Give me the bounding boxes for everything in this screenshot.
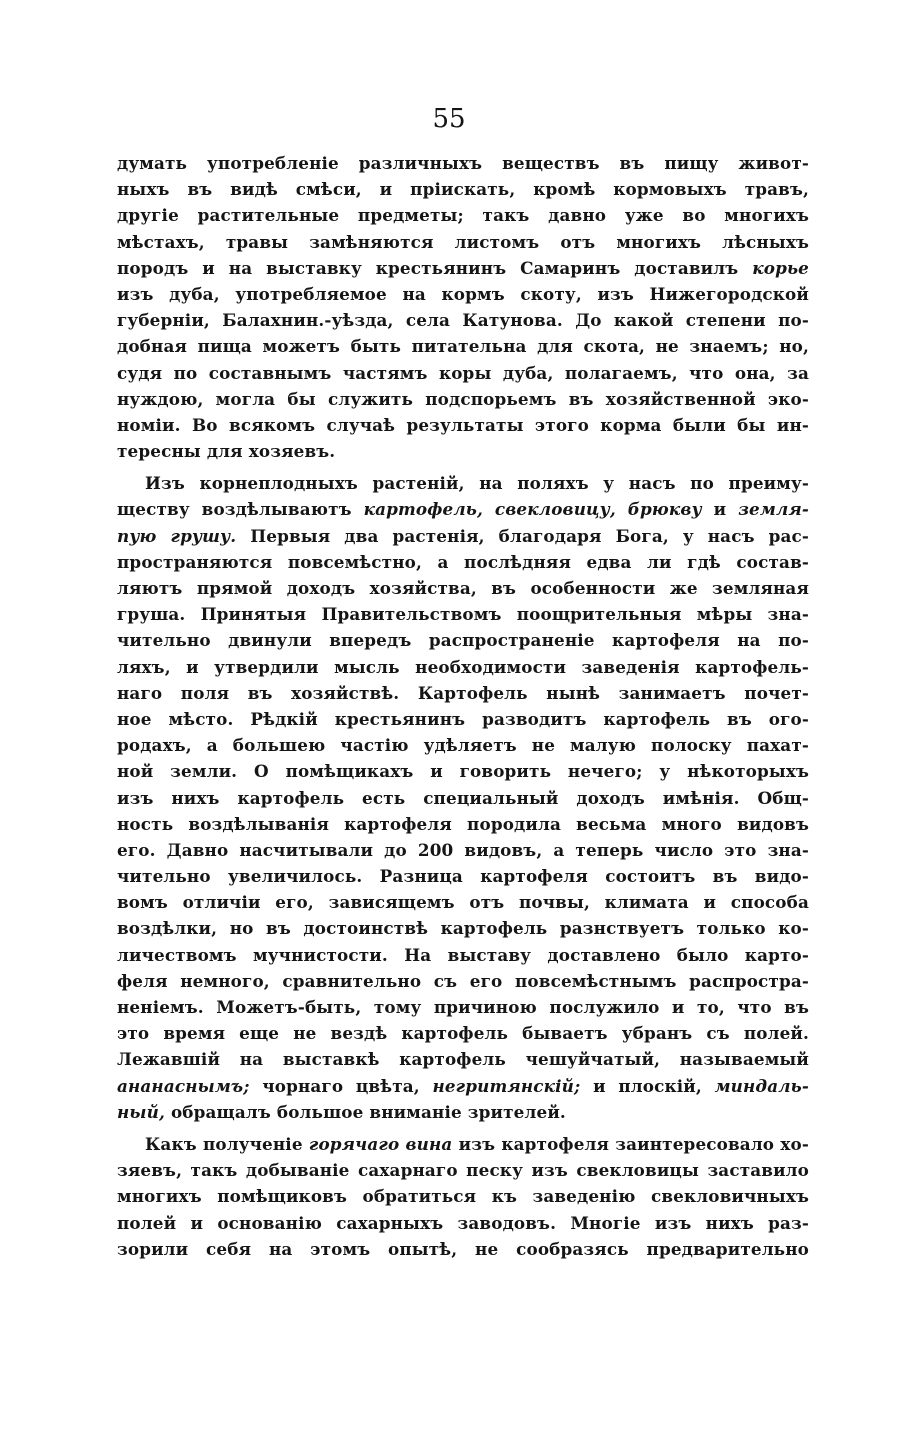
text-line: феля немного, сравнительно съ его повсемѣстнымъ распростра- — [117, 970, 809, 991]
text-line: породъ и на выставку крестьянинъ Самаринъ доставилъ корье — [117, 257, 809, 278]
text-line: личествомъ мучнистости. На выставу доставлено было карто- — [117, 944, 809, 965]
text-line: изъ нихъ картофель есть специальный доходъ имѣнія. Общ- — [117, 787, 809, 808]
text-line: ществу воздѣлываютъ картофель, свекловицу, брюкву и земля- — [117, 499, 810, 520]
text-line: ный, обращалъ большое вниманіе зрителей. — [117, 1101, 566, 1122]
text-line: ананаснымъ; чорнаго цвѣта, негритянскій; и плоскій, миндаль- — [117, 1075, 810, 1096]
text-line: пую грушу. Первыя два растенія, благодаря Бога, у насъ рас- — [117, 525, 809, 546]
text-line: чительно двинули впередъ распространеніе картофеля на по- — [117, 630, 809, 651]
text-line: губерніи, Балахнин.-уѣзда, села Катунова. До какой степени по- — [117, 310, 809, 331]
paragraph-3 — [117, 1131, 809, 1262]
text-line: ной земли. О помѣщикахъ и говорить нечего; у нѣкоторыхъ — [117, 761, 809, 782]
text-line: ляютъ прямой доходъ хозяйства, въ особенности же земляная — [117, 578, 809, 598]
text-line: судя по составнымъ частямъ коры дуба, полагаемъ, что она, за — [117, 362, 809, 383]
text-line: ность воздѣлыванія картофеля породила весьма много видовъ — [117, 813, 809, 834]
text-line: думать употребленіе различныхъ веществъ въ пищу живот- — [117, 153, 809, 173]
text-line: многихъ помѣщиковъ обратиться къ заведенію свекловичныхъ — [117, 1186, 809, 1207]
text-line: Какъ полученіе горячаго вина изъ картофеля заинтересовало хо- — [145, 1133, 809, 1154]
text-line: изъ дуба, употребляемое на кормъ скоту, изъ Нижегородской — [117, 283, 809, 304]
paragraph-2 — [117, 470, 809, 1125]
text-line: его. Давно насчитывали до 200 видовъ, а теперь число это зна- — [117, 839, 809, 860]
text-line: ныхъ въ видѣ смѣси, и пріискать, кромѣ кормовыхъ травъ, — [117, 179, 809, 200]
text-line: нуждою, могла бы служить подспорьемъ въ хозяйственной эко- — [117, 388, 809, 409]
text-line: зяевъ, такъ добываніе сахарнаго песку изъ свекловицы заставило — [117, 1160, 809, 1181]
text-line: другіе растительные предметы; такъ давно уже во многихъ — [117, 205, 809, 226]
body-text — [117, 150, 809, 1262]
text-line: ное мѣсто. Рѣдкій крестьянинъ разводитъ картофель въ ого- — [117, 708, 809, 729]
text-line: мѣстахъ, травы замѣняются листомъ отъ многихъ лѣсныхъ — [117, 231, 809, 252]
text-line: ляхъ, и утвердили мысль необходимости заведенія картофель- — [117, 656, 809, 677]
paragraph-1 — [117, 150, 809, 464]
text-line: добная пища можетъ быть питательна для скота, не знаемъ; но, — [117, 336, 809, 357]
text-line: Лежавшій на выставкѣ картофель чешуйчатый, называемый — [117, 1049, 809, 1070]
text-line: вомъ отличіи его, зависящемъ отъ почвы, климата и способа — [117, 892, 809, 913]
text-line: родахъ, а большею частію удѣляетъ не малую полоску пахат- — [117, 735, 809, 756]
text-line: полей и основанію сахарныхъ заводовъ. Многіе изъ нихъ раз- — [117, 1212, 809, 1233]
text-line: груша. Принятыя Правительствомъ поощрительныя мѣры зна- — [117, 604, 809, 625]
text-line: чительно увеличилось. Разница картофеля состоитъ въ видо- — [117, 866, 809, 887]
text-line: воздѣлки, но въ достоинствѣ картофель разнствуетъ только ко- — [117, 918, 809, 939]
text-line: неніемъ. Можетъ-быть, тому причиною послужило и то, что въ — [117, 997, 809, 1017]
text-line: наго поля въ хозяйствѣ. Картофель нынѣ занимаетъ почет- — [117, 682, 809, 703]
text-line: Изъ корнеплодныхъ растеній, на поляхъ у насъ по преиму- — [145, 473, 809, 494]
text-line: номіи. Во всякомъ случаѣ результаты этого корма были бы ин- — [117, 414, 809, 435]
page-number: 55 — [432, 104, 466, 134]
text-line: это время еще не вездѣ картофель бываетъ убранъ съ полей. — [117, 1023, 809, 1044]
text-line: пространяются повсемѣстно, а послѣдняя едва ли гдѣ состав- — [117, 551, 809, 572]
text-line: зорили себя на этомъ опытѣ, не сообразясь предварительно — [117, 1238, 809, 1259]
text-line: тересны для хозяевъ. — [117, 441, 336, 462]
